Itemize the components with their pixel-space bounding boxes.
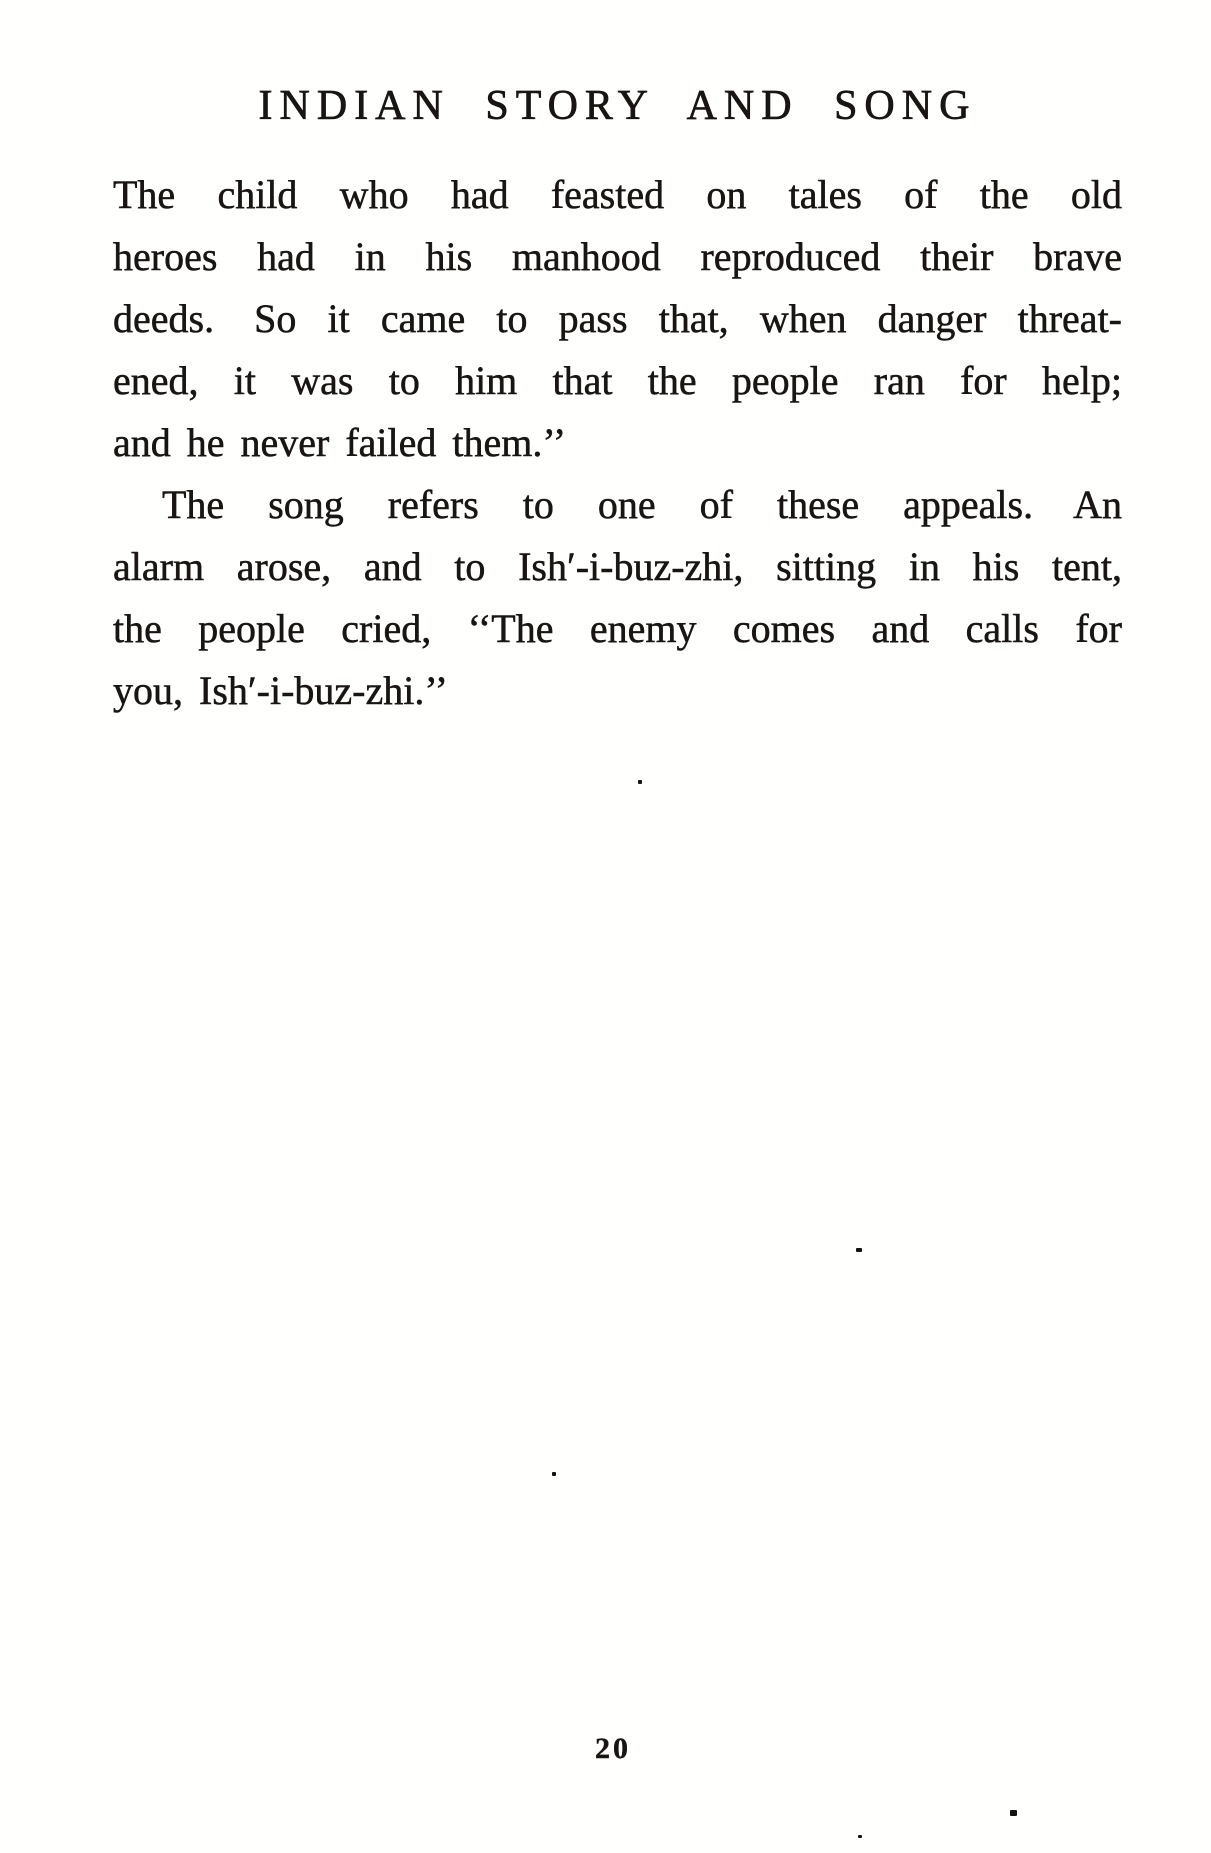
text-line: The child who had feasted on tales of the old xyxy=(113,172,1122,217)
page-number: 20 xyxy=(595,1732,631,1765)
text-line: the people cried, ‘‘The enemy comes and calls for xyxy=(113,606,1122,651)
text-line: you, Ish′-i-buz-zhi.’’ xyxy=(113,668,449,713)
text-line: alarm arose, and to Ish′-i-buz-zhi, sitting in his tent, xyxy=(113,544,1122,589)
text-line: The song refers to one of these appeals. An xyxy=(162,482,1122,527)
ink-speck xyxy=(638,780,642,784)
body-text xyxy=(113,164,1122,722)
ink-speck xyxy=(552,1472,556,1476)
text-line: ened, it was to him that the people ran for help; xyxy=(113,358,1122,403)
ink-speck xyxy=(858,1835,862,1838)
text-line: heroes had in his manhood reproduced their brave xyxy=(113,234,1122,279)
text-line: and he never failed them.’’ xyxy=(113,420,567,465)
page-heading: INDIAN STORY AND SONG xyxy=(258,83,977,129)
ink-speck xyxy=(856,1248,862,1252)
ink-speck xyxy=(1010,1810,1017,1816)
text-line: deeds. So it came to pass that, when danger threat- xyxy=(113,296,1122,341)
